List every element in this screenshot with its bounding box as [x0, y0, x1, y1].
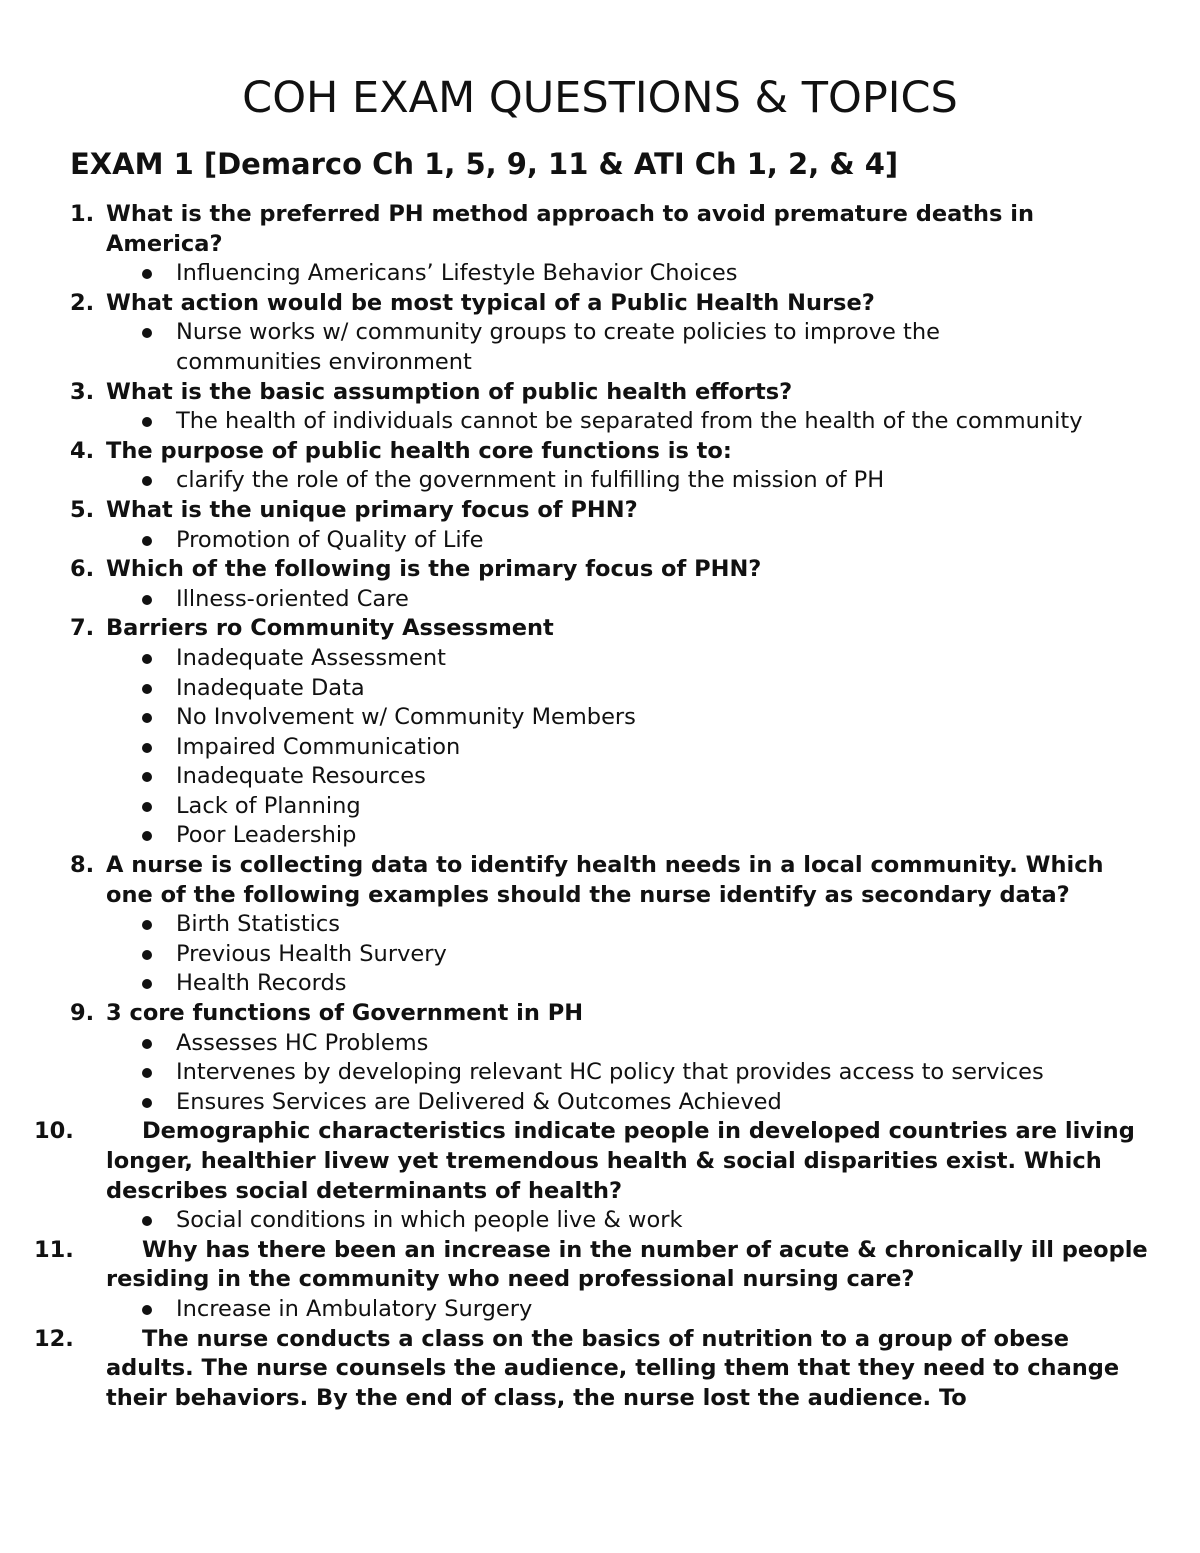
question-row [70, 378, 1150, 408]
answer-item [176, 585, 1150, 615]
question-item [70, 999, 1150, 1117]
answer-item [176, 1058, 1150, 1088]
answer-list [70, 1029, 1150, 1118]
question-text: Demographic characteristics indicate people in developed countries are living longer, healthier livew yet tremendous health & social disparities exist. Which describes social determinants of health? [106, 1118, 1135, 1204]
question-row [70, 200, 1150, 259]
question-row [34, 1117, 1150, 1206]
answer-item [176, 1295, 1150, 1325]
bullet-icon [142, 476, 152, 486]
question-item [70, 437, 1150, 496]
answer-item [176, 969, 1150, 999]
question-item [70, 200, 1150, 289]
question-row [34, 1325, 1150, 1414]
question-number: 11. [34, 1236, 74, 1263]
bullet-icon [142, 684, 152, 694]
answer-text: clarify the role of the government in fulfilling the mission of PH [176, 467, 885, 494]
question-row [70, 999, 1150, 1029]
question-text: What is the basic assumption of public health efforts? [106, 378, 793, 405]
answer-text: Nurse works w/ community groups to create policies to improve the communities environment [176, 319, 940, 375]
question-text: The purpose of public health core functions is to: [106, 437, 732, 464]
answer-item [176, 1206, 1150, 1236]
question-text: Barriers ro Community Assessment [106, 615, 554, 642]
bullet-icon [142, 1216, 152, 1226]
bullet-icon [142, 1098, 152, 1108]
answer-text: Increase in Ambulatory Surgery [176, 1295, 533, 1322]
question-number: 3. [70, 378, 95, 405]
answer-item [176, 792, 1150, 822]
bullet-icon [142, 979, 152, 989]
answer-text: Birth Statistics [176, 911, 341, 938]
question-number: 2. [70, 289, 95, 316]
question-number: 12. [34, 1325, 74, 1352]
question-list [34, 200, 1150, 1413]
answer-text: Ensures Services are Delivered & Outcomes Achieved [176, 1088, 782, 1115]
question-item [70, 555, 1150, 614]
answer-text: Inadequate Resources [176, 763, 426, 790]
question-row [70, 555, 1150, 585]
answer-item [176, 762, 1150, 792]
question-text: The nurse conducts a class on the basics of nutrition to a group of obese adults. The nurse counsels the audience, telling them that they need to change their behaviors. By the end of class, the nurse lost the audience. To [106, 1325, 1120, 1411]
answer-text: Inadequate Data [176, 674, 365, 701]
question-item [70, 496, 1150, 555]
answer-list [70, 318, 1150, 377]
answer-text: Intervenes by developing relevant HC policy that provides access to services [176, 1059, 1044, 1086]
answer-list [70, 259, 1150, 289]
answer-text: Social conditions in which people live & work [176, 1207, 683, 1234]
answer-text: Previous Health Survery [176, 940, 447, 967]
answer-item [176, 821, 1150, 851]
question-item [70, 289, 1150, 378]
bullet-icon [142, 595, 152, 605]
bullet-icon [142, 713, 152, 723]
bullet-icon [142, 654, 152, 664]
question-number: 1. [70, 201, 95, 227]
question-number: 10. [34, 1118, 74, 1145]
answer-item [176, 466, 1150, 496]
question-number: 9. [70, 1000, 95, 1027]
answer-text: Illness-oriented Care [176, 585, 409, 612]
bullet-icon [142, 950, 152, 960]
answer-list [70, 1295, 1150, 1325]
bullet-icon [142, 1039, 152, 1049]
answer-text: Poor Leadership [176, 822, 357, 849]
question-item [70, 614, 1150, 851]
question-row [70, 289, 1150, 319]
bullet-icon [142, 1068, 152, 1078]
question-number: 4. [70, 437, 95, 464]
question-number: 5. [70, 496, 95, 523]
answer-list [70, 466, 1150, 496]
question-row [70, 437, 1150, 467]
bullet-icon [142, 1305, 152, 1315]
answer-item [176, 259, 1150, 289]
bullet-icon [142, 802, 152, 812]
question-row [70, 496, 1150, 526]
bullet-icon [142, 417, 152, 427]
question-number: 7. [70, 615, 95, 642]
answer-item [176, 1029, 1150, 1059]
question-row [34, 1236, 1150, 1295]
answer-item [176, 940, 1150, 970]
answer-text: Impaired Communication [176, 733, 461, 760]
bullet-icon [142, 743, 152, 753]
answer-list [70, 910, 1150, 999]
question-item [34, 1236, 1150, 1325]
section-heading: EXAM 1 [Demarco Ch 1, 5, 9, 11 & ATI Ch 1, 2, & 4] [70, 147, 899, 181]
answer-text: The health of individuals cannot be separated from the health of the community [176, 408, 1083, 435]
question-text: A nurse is collecting data to identify health needs in a local community. Which one of the following examples should the nurse identify as secondary data? [106, 852, 1104, 908]
question-text: What action would be most typical of a Public Health Nurse? [106, 289, 875, 316]
answer-list [70, 1206, 1150, 1236]
question-number: 6. [70, 556, 95, 583]
bullet-icon [142, 831, 152, 841]
answer-item [176, 733, 1150, 763]
bullet-icon [142, 536, 152, 546]
answer-item [176, 407, 1150, 437]
answer-list [70, 407, 1150, 437]
question-row [70, 614, 1150, 644]
answer-list [70, 585, 1150, 615]
answer-item [176, 910, 1150, 940]
answer-item [176, 674, 1150, 704]
question-item [34, 1325, 1150, 1414]
question-row [70, 851, 1150, 910]
bullet-icon [142, 328, 152, 338]
answer-text: Lack of Planning [176, 792, 361, 819]
document-title: COH EXAM QUESTIONS & TOPICS [242, 73, 958, 123]
answer-text: Inadequate Assessment [176, 644, 446, 671]
question-text: What is the unique primary focus of PHN? [106, 496, 638, 523]
answer-text: Influencing Americans’ Lifestyle Behavior Choices [176, 260, 738, 287]
question-item [70, 851, 1150, 999]
answer-item [176, 1088, 1150, 1118]
answer-item [176, 703, 1150, 733]
answer-list [70, 644, 1150, 851]
bullet-icon [142, 269, 152, 279]
bullet-icon [142, 920, 152, 930]
answer-item [176, 644, 1150, 674]
answer-text: Assesses HC Problems [176, 1029, 429, 1056]
question-text: What is the preferred PH method approach to avoid premature deaths in America? [106, 201, 1035, 257]
question-item [34, 1117, 1150, 1235]
answer-text: Promotion of Quality of Life [176, 526, 484, 553]
answer-item [176, 526, 1150, 556]
question-item [70, 378, 1150, 437]
answer-text: Health Records [176, 970, 347, 997]
question-text: Why has there been an increase in the number of acute & chronically ill people residing in the community who need professional nursing care? [106, 1236, 1148, 1293]
answer-list [70, 526, 1150, 556]
answer-item [176, 318, 1076, 377]
question-number: 8. [70, 852, 95, 879]
question-text: Which of the following is the primary focus of PHN? [106, 556, 762, 583]
answer-text: No Involvement w/ Community Members [176, 704, 636, 731]
question-text: 3 core functions of Government in PH [106, 1000, 584, 1027]
bullet-icon [142, 772, 152, 782]
